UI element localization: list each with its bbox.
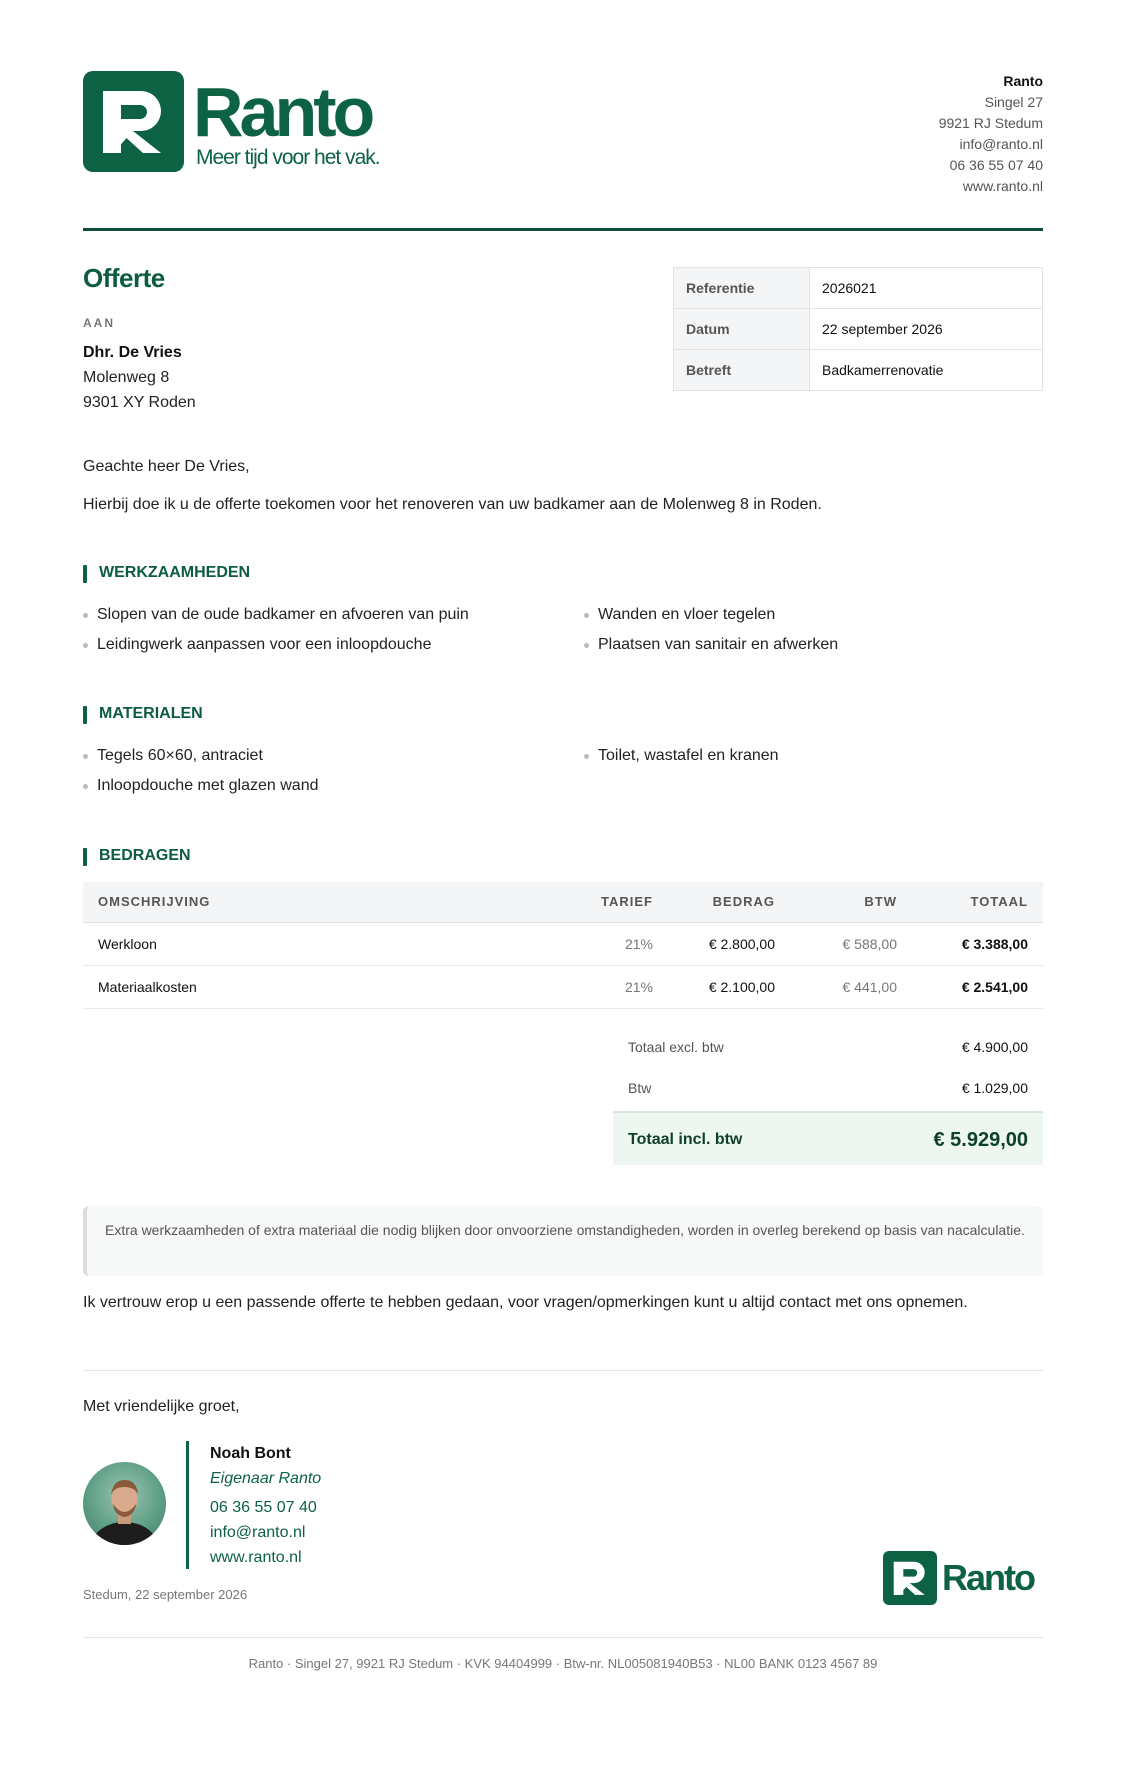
company-name: Ranto xyxy=(1003,73,1043,89)
footer-logo xyxy=(883,1551,1043,1605)
company-street: Singel 27 xyxy=(984,94,1043,110)
signer-role: Eigenaar Ranto xyxy=(210,1470,322,1487)
note-box: Extra werkzaamheden of extra materiaal die nodig blijken door onvoorziene omstandigheden, worden in overleg berekend op basis van nacalculatie. xyxy=(83,1206,1043,1276)
header-divider xyxy=(83,228,1043,231)
vat-row xyxy=(613,1068,1043,1109)
work-list-right xyxy=(584,604,1043,664)
company-phone[interactable]: 06 36 55 07 40 xyxy=(949,157,1043,173)
salutation: Geachte heer De Vries, xyxy=(83,458,250,475)
footer-text: Ranto · Singel 27, 9921 RJ Stedum · KVK 94404999 · Btw-nr. NL005081940B53 · NL00 BANK 0123 4567 89 xyxy=(248,1656,878,1671)
logo-wordmark: Ranto xyxy=(942,1557,1034,1598)
column-header-rate: TARIEF xyxy=(563,882,653,922)
list-item: Leidingwerk aanpassen voor een inloopdouche xyxy=(83,634,563,664)
materials-list-right xyxy=(584,745,1043,775)
row-amount: € 2.800,00 xyxy=(653,922,775,965)
signer-website[interactable]: www.ranto.nl xyxy=(210,1549,302,1566)
totals-block xyxy=(613,1027,1043,1165)
row-vat: € 588,00 xyxy=(775,922,897,965)
column-header-total: TOTAAL xyxy=(897,882,1043,922)
grand-total-value: € 5.929,00 xyxy=(933,1129,1028,1151)
company-website[interactable]: www.ranto.nl xyxy=(962,178,1043,194)
meta-row xyxy=(674,309,1043,350)
work-list-left xyxy=(83,604,563,664)
signer-email[interactable]: info@ranto.nl xyxy=(210,1524,306,1541)
recipient-street: Molenweg 8 xyxy=(83,369,170,386)
document-title: Offerte xyxy=(83,263,165,293)
list-item: Wanden en vloer tegelen xyxy=(584,604,1043,634)
signature-divider xyxy=(83,1370,1043,1371)
row-vat: € 441,00 xyxy=(775,965,897,1008)
subtotal-row xyxy=(613,1027,1043,1068)
list-item: Slopen van de oude badkamer en afvoeren van puin xyxy=(83,604,563,634)
meta-label: Referentie xyxy=(674,268,810,309)
amounts-table xyxy=(83,882,1043,1009)
subtotal-value: € 4.900,00 xyxy=(961,1039,1028,1055)
signature-block xyxy=(210,1441,321,1570)
quote-document xyxy=(83,0,1043,1770)
avatar xyxy=(83,1462,166,1545)
recipient-address xyxy=(83,340,196,415)
row-total: € 2.541,00 xyxy=(897,965,1043,1008)
row-amount: € 2.100,00 xyxy=(653,965,775,1008)
meta-label: Datum xyxy=(674,309,810,350)
grand-total-label: Totaal incl. btw xyxy=(628,1131,743,1148)
vat-value: € 1.029,00 xyxy=(961,1080,1028,1096)
recipient-name: Dhr. De Vries xyxy=(83,344,182,361)
greeting: Met vriendelijke groet, xyxy=(83,1398,240,1415)
row-description: Werkloon xyxy=(83,922,563,965)
meta-value: 22 september 2026 xyxy=(810,309,1043,350)
signer-phone[interactable]: 06 36 55 07 40 xyxy=(210,1499,317,1516)
closing-paragraph: Ik vertrouw erop u een passende offerte te hebben gedaan, voor vragen/opmerkingen kunt u altijd contact met ons opnemen. xyxy=(83,1294,968,1311)
logo-wordmark: Ranto xyxy=(193,73,372,151)
brand-logo xyxy=(83,71,403,175)
column-header-description: OMSCHRIJVING xyxy=(83,882,563,922)
table-header-row xyxy=(83,882,1043,922)
logo-r-icon xyxy=(83,71,184,172)
to-label: AAN xyxy=(83,316,115,330)
meta-row xyxy=(674,350,1043,391)
column-header-amount: BEDRAG xyxy=(653,882,775,922)
row-total: € 3.388,00 xyxy=(897,922,1043,965)
column-header-vat: BTW xyxy=(775,882,897,922)
signature-accent-bar xyxy=(186,1441,189,1569)
recipient-city: 9301 XY Roden xyxy=(83,394,196,411)
logo-r-icon xyxy=(883,1551,937,1605)
table-row xyxy=(83,922,1043,965)
table-row xyxy=(83,965,1043,1008)
list-item: Toilet, wastafel en kranen xyxy=(584,745,1043,775)
grand-total-row xyxy=(613,1111,1043,1165)
meta-value: Badkamerrenovatie xyxy=(810,350,1043,391)
quote-meta-table xyxy=(673,267,1043,391)
list-item: Inloopdouche met glazen wand xyxy=(83,775,563,805)
company-city: 9921 RJ Stedum xyxy=(938,115,1043,131)
row-description: Materiaalkosten xyxy=(83,965,563,1008)
logo-tagline: Meer tijd voor het vak. xyxy=(196,146,380,169)
list-item: Tegels 60×60, antraciet xyxy=(83,745,563,775)
row-rate: 21% xyxy=(563,965,653,1008)
company-email[interactable]: info@ranto.nl xyxy=(959,136,1043,152)
company-details xyxy=(939,71,1043,197)
subtotal-label: Totaal excl. btw xyxy=(628,1039,724,1055)
meta-row xyxy=(674,268,1043,309)
place-date: Stedum, 22 september 2026 xyxy=(83,1587,248,1602)
section-heading-work: WERKZAAMHEDEN xyxy=(83,564,250,582)
materials-list-left xyxy=(83,745,563,805)
meta-value: 2026021 xyxy=(810,268,1043,309)
row-rate: 21% xyxy=(563,922,653,965)
vat-label: Btw xyxy=(628,1080,652,1096)
section-heading-amounts: BEDRAGEN xyxy=(83,847,191,865)
intro-paragraph: Hierbij doe ik u de offerte toekomen voor het renoveren van uw badkamer aan de Molenweg 8 in Roden. xyxy=(83,496,822,513)
meta-label: Betreft xyxy=(674,350,810,391)
signer-name: Noah Bont xyxy=(210,1445,291,1462)
section-heading-materials: MATERIALEN xyxy=(83,705,203,723)
list-item: Plaatsen van sanitair en afwerken xyxy=(584,634,1043,664)
footer-divider xyxy=(83,1637,1043,1638)
